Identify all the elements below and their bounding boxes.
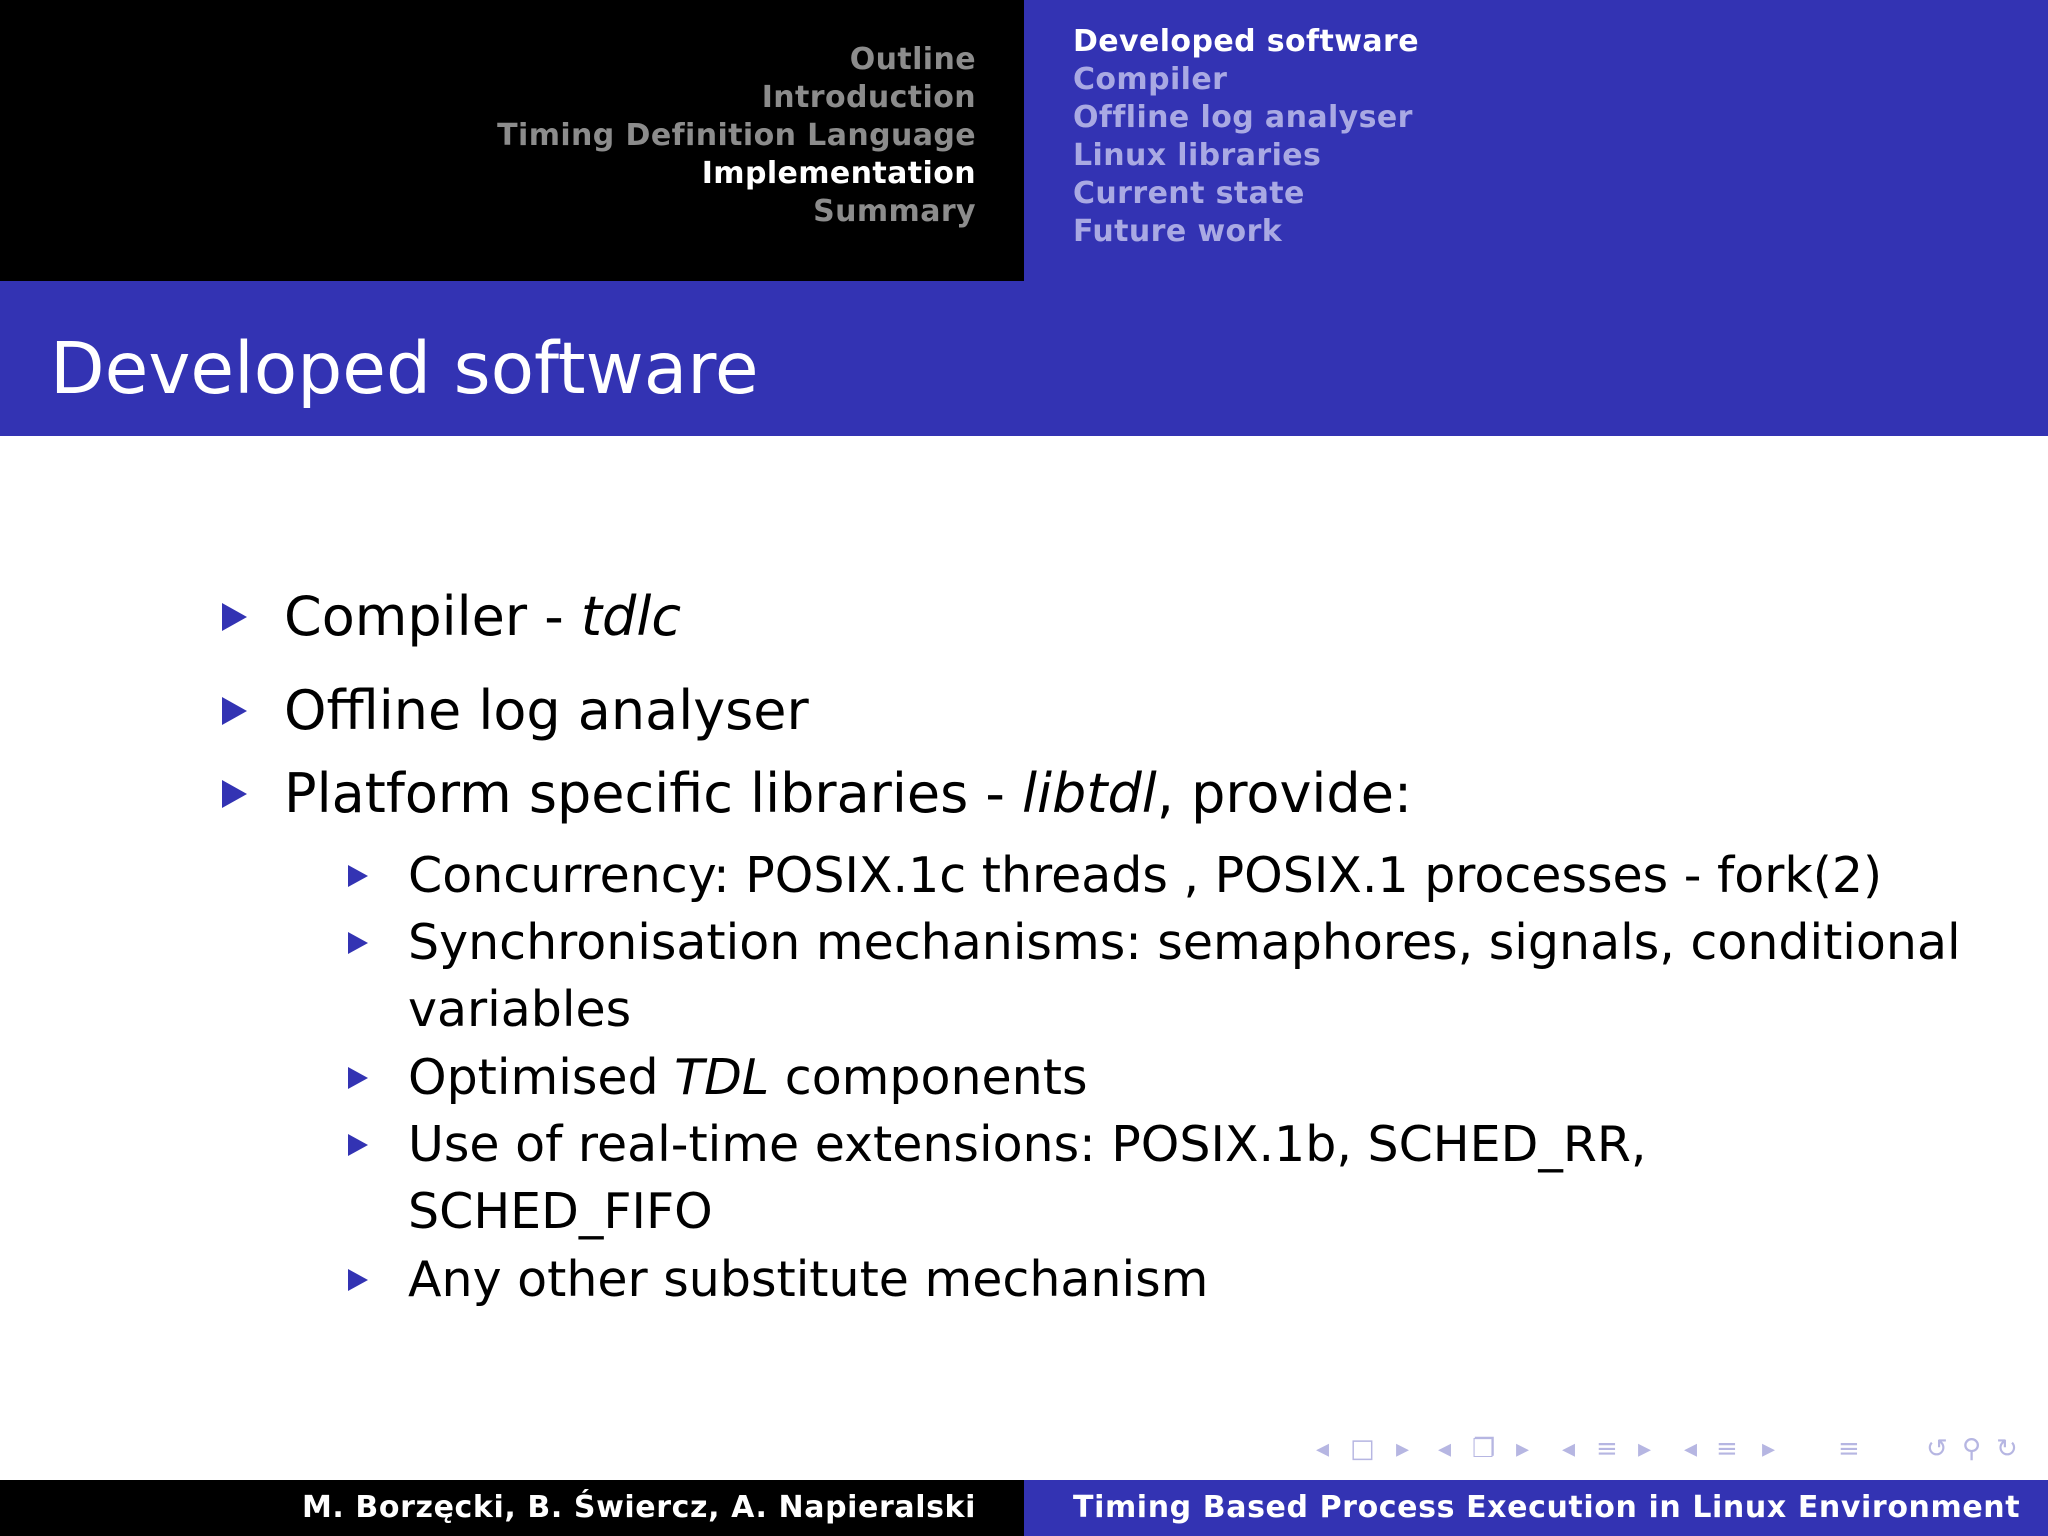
sub-item-substitute: Any other substitute mechanism — [408, 1251, 1209, 1308]
footer-title: Timing Based Process Execution in Linux Environment — [1073, 1490, 2021, 1525]
subsection-icon[interactable]: ❐ — [1472, 1434, 1496, 1464]
search-icon[interactable]: ⚲ — [1962, 1434, 1982, 1464]
arrow-right-icon[interactable]: ▸ — [1762, 1434, 1776, 1464]
nav-section-implementation[interactable]: Implementation — [701, 156, 976, 191]
list-item-log-analyser: Offline log analyser — [284, 679, 809, 742]
footline-authors-panel — [0, 1480, 1024, 1536]
sub-item-synchronisation: Synchronisation mechanisms: semaphores, signals, conditional — [408, 914, 1961, 971]
sub-item-realtime: Use of real-time extensions: POSIX.1b, SCHED_RR, — [408, 1116, 1647, 1173]
sub-bullet-triangle-icon — [348, 1269, 368, 1291]
nav-section-summary[interactable]: Summary — [813, 194, 976, 229]
section-next-icon[interactable]: ≡ — [1716, 1434, 1738, 1464]
sub-item-tdl-components: Optimised TDL components — [408, 1049, 1088, 1106]
section-navigation — [497, 41, 976, 231]
nav-subsection-compiler[interactable]: Compiler — [1073, 62, 1228, 97]
arrow-left-icon[interactable]: ◂ — [1438, 1434, 1452, 1464]
arrow-left-icon[interactable]: ◂ — [1684, 1434, 1698, 1464]
arrow-right-icon[interactable]: ▸ — [1516, 1434, 1530, 1464]
align-icon[interactable]: ≡ — [1838, 1434, 1860, 1464]
header-subsections-panel — [1024, 0, 2048, 281]
back-icon[interactable]: ↺ — [1926, 1434, 1948, 1464]
nav-section-tdl[interactable]: Timing Definition Language — [497, 118, 976, 153]
nav-subsection-developed-software[interactable]: Developed software — [1073, 24, 1419, 59]
nav-subsection-future-work[interactable]: Future work — [1073, 214, 1283, 249]
header-sections-panel — [0, 0, 1024, 281]
nav-section-outline[interactable]: Outline — [849, 42, 976, 77]
footer-authors: M. Borzęcki, B. Świercz, A. Napieralski — [301, 1490, 976, 1525]
nav-subsection-current-state[interactable]: Current state — [1073, 176, 1305, 211]
sub-bullet-triangle-icon — [348, 865, 368, 887]
bullet-triangle-icon — [222, 780, 247, 808]
footline-title-panel — [1024, 1480, 2048, 1536]
arrow-left-icon[interactable]: ◂ — [1562, 1434, 1576, 1464]
list-item-libraries: Platform specific libraries - libtdl, provide: — [284, 762, 1413, 825]
sub-item-concurrency: Concurrency: POSIX.1c threads , POSIX.1 processes - fork(2) — [408, 847, 1883, 904]
arrow-right-icon[interactable]: ▸ — [1396, 1434, 1410, 1464]
sub-bullet-triangle-icon — [348, 932, 368, 954]
nav-subsection-linux-libraries[interactable]: Linux libraries — [1073, 138, 1322, 173]
subsection-navigation — [1073, 23, 1419, 251]
forward-icon[interactable]: ↻ — [1996, 1434, 2018, 1464]
frame-title: Developed software — [50, 327, 759, 410]
list-item-compiler: Compiler - tdlc — [284, 585, 682, 648]
sub-bullet-triangle-icon — [348, 1067, 368, 1089]
nav-section-introduction[interactable]: Introduction — [761, 80, 976, 115]
sub-bullet-triangle-icon — [348, 1134, 368, 1156]
arrow-right-icon[interactable]: ▸ — [1638, 1434, 1652, 1464]
section-icon[interactable]: ≡ — [1596, 1434, 1618, 1464]
arrow-left-icon[interactable]: ◂ — [1316, 1434, 1330, 1464]
bullet-triangle-icon — [222, 603, 247, 631]
nav-subsection-log-analyser[interactable]: Offline log analyser — [1073, 100, 1413, 135]
sub-item-realtime-cont: SCHED_FIFO — [408, 1183, 713, 1240]
navigation-symbols — [1316, 1430, 2036, 1468]
frame-icon[interactable]: □ — [1350, 1434, 1375, 1464]
sub-item-synchronisation-cont: variables — [408, 981, 632, 1038]
bullet-triangle-icon — [222, 697, 247, 725]
